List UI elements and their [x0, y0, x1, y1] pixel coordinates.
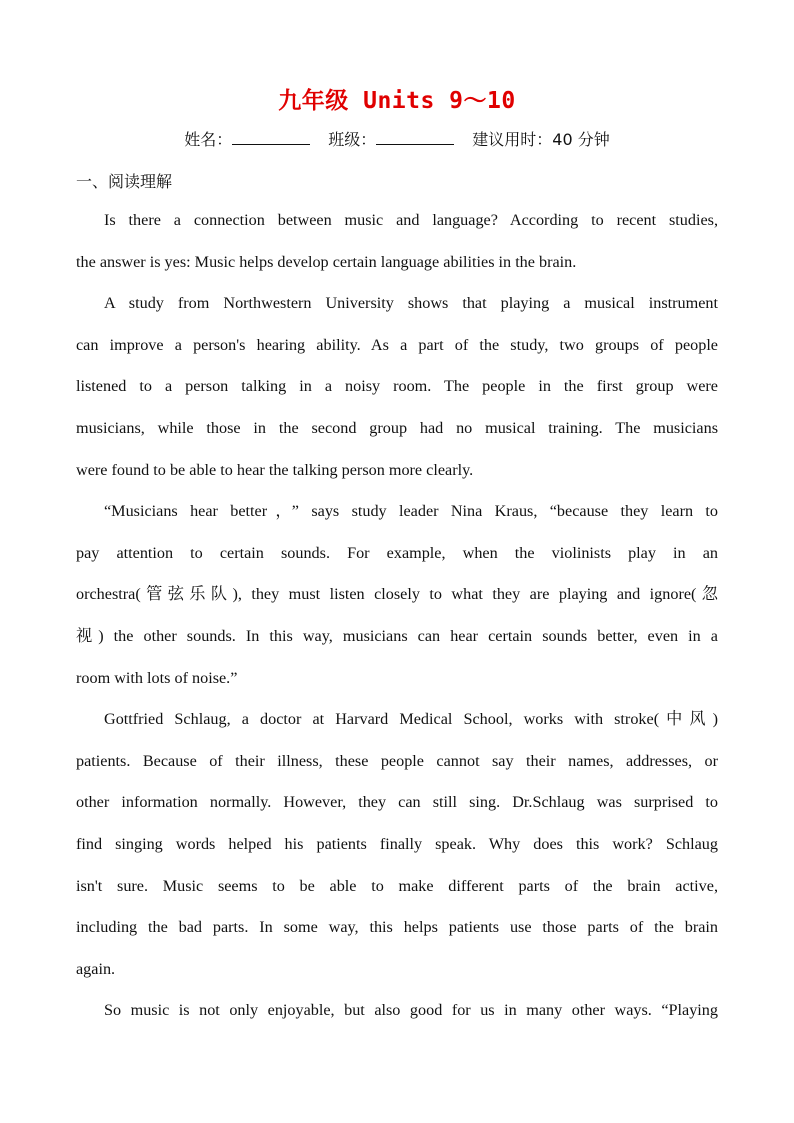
- name-blank[interactable]: [232, 128, 310, 145]
- passage-line: orchestra(管弦乐队), they must listen closely to what they are playing and ignore(忽: [76, 585, 718, 604]
- passage-line: 视) the other sounds. In this way, musicians can hear certain sounds better, even in a: [76, 626, 718, 645]
- class-blank[interactable]: [376, 128, 454, 145]
- passage-line: pay attention to certain sounds. For example, when the violinists play in an: [76, 543, 718, 562]
- passage-line: listened to a person talking in a noisy room. The people in the first group were: [76, 377, 718, 396]
- section-title: 一、阅读理解: [76, 172, 173, 191]
- passage-line: So music is not only enjoyable, but also good for us in many other ways. “Playing: [104, 1001, 718, 1020]
- reading-passage: [76, 200, 718, 1032]
- passage-line: “Musicians hear better，” says study leader Nina Kraus, “because they learn to: [104, 502, 718, 521]
- passage-line: other information normally. However, they can still sing. Dr.Schlaug was surprised to: [76, 793, 718, 812]
- time-label: 建议用时：40 分钟: [472, 130, 610, 149]
- class-label: 班级：: [328, 130, 377, 149]
- passage-line: Is there a connection between music and language? According to recent studies,: [104, 211, 718, 229]
- passage-line: musicians, while those in the second group had no musical training. The musicians: [76, 418, 718, 437]
- passage-line: can improve a person's hearing ability. As a part of the study, two groups of people: [76, 335, 718, 354]
- passage-line: find singing words helped his patients finally speak. Why does this work? Schlaug: [76, 834, 718, 853]
- page-title: 九年级 Units 9～10: [278, 88, 516, 114]
- passage-line: were found to be able to hear the talking person more clearly.: [76, 460, 474, 479]
- student-info-line: [0, 127, 794, 150]
- passage-line: A study from Northwestern University shows that playing a musical instrument: [104, 294, 718, 313]
- passage-line: room with lots of noise.”: [76, 668, 238, 687]
- name-label: 姓名：: [184, 130, 233, 149]
- passage-line: isn't sure. Music seems to be able to make different parts of the brain active,: [76, 876, 718, 895]
- passage-line: again.: [76, 959, 116, 978]
- passage-line: including the bad parts. In some way, this helps patients use those parts of the brain: [76, 918, 718, 937]
- passage-line: patients. Because of their illness, these people cannot say their names, addresses, or: [76, 751, 718, 770]
- passage-line: the answer is yes: Music helps develop certain language abilities in the brain.: [76, 252, 577, 271]
- passage-line: Gottfried Schlaug, a doctor at Harvard Medical School, works with stroke(中风): [104, 710, 718, 729]
